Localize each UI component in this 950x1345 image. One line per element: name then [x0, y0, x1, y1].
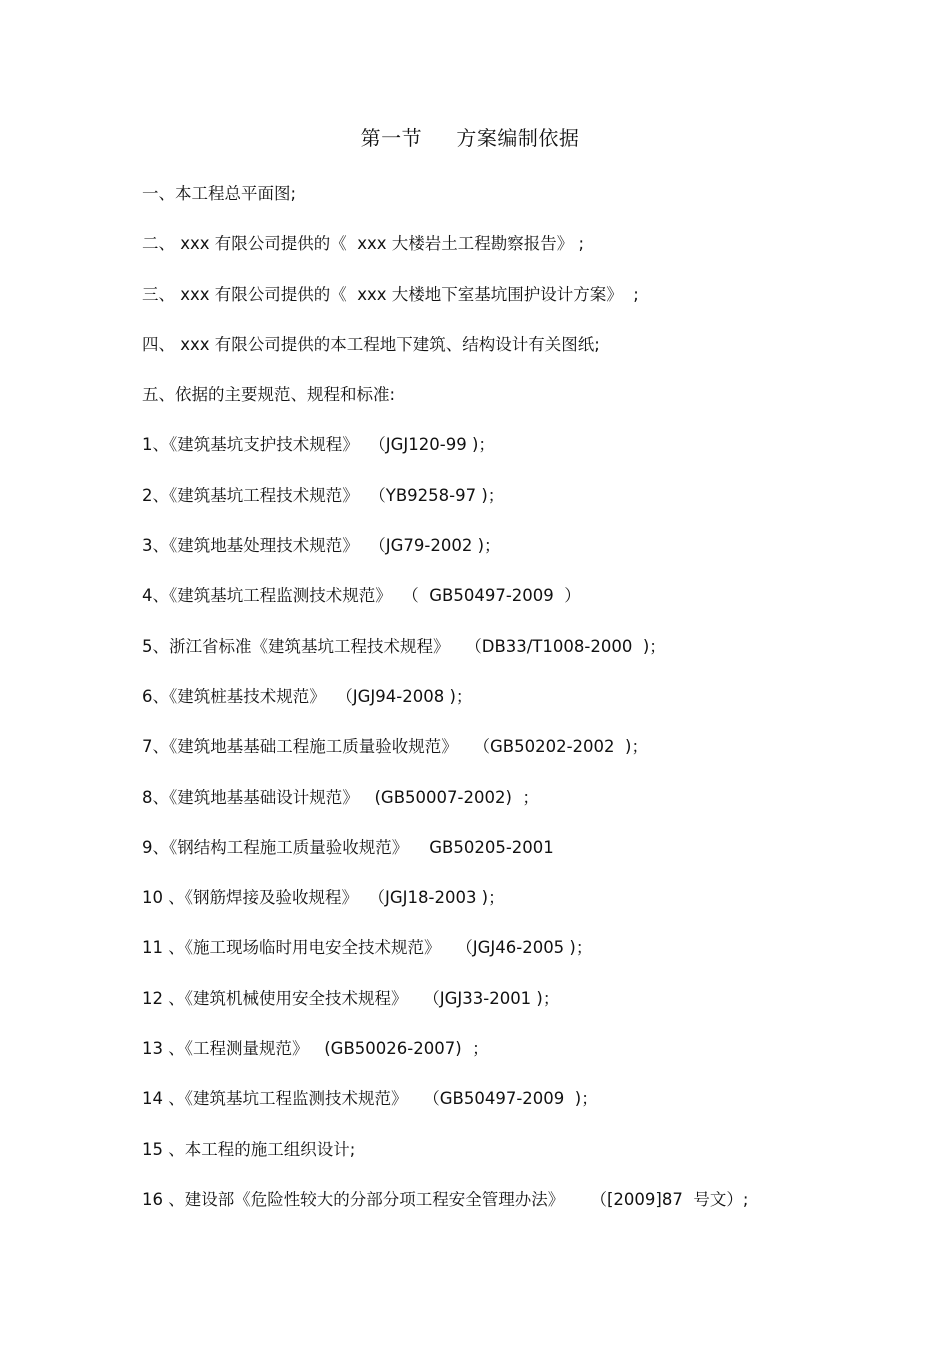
section-title: 第一节 方案编制依据 [360, 126, 580, 150]
list-item: 5、浙江省标准《建筑基坑工程技术规程》 （DB33/T1008-2000 )； [142, 636, 666, 656]
list-item: 7、《建筑地基基础工程施工质量验收规范》 （GB50202-2002 )； [142, 737, 648, 757]
list-item: 1、《建筑基坑支护技术规程》 （JGJ120-99 )； [142, 435, 495, 455]
reference-list [142, 181, 748, 1237]
list-item: 二、 xxx 有限公司提供的《 xxx 大楼岩土工程勘察报告》 ; [142, 234, 585, 254]
list-item: 三、 xxx 有限公司提供的《 xxx 大楼地下室基坑围护设计方案》 ; [142, 284, 639, 304]
list-item: 10 、《钢筋焊接及验收规程》 （JGJ18-2003 )； [142, 888, 505, 908]
list-item: 3、《建筑地基处理技术规范》 （JG79-2002 )； [142, 536, 501, 556]
list-item: 12 、《建筑机械使用安全技术规程》 （JGJ33-2001 )； [142, 988, 560, 1008]
list-item: 五、依据的主要规范、规程和标准: [142, 385, 396, 405]
list-item: 16 、建设部《危险性较大的分部分项工程安全管理办法》 （[2009]87 号文）; [142, 1189, 749, 1209]
list-item: 2、《建筑基坑工程技术规范》 （YB9258-97 )； [142, 485, 505, 505]
list-item: 6、《建筑桩基技术规范》 （JGJ94-2008 )； [142, 686, 473, 706]
list-item: 8、《建筑地基基础设计规范》 (GB50007-2002) ； [142, 787, 539, 807]
list-item: 四、 xxx 有限公司提供的本工程地下建筑、结构设计有关图纸; [142, 334, 600, 354]
list-item: 9、《钢结构工程施工质量验收规范》 GB50205-2001 [142, 837, 554, 857]
list-item: 13 、《工程测量规范》 (GB50026-2007) ； [142, 1039, 489, 1059]
list-item: 4、《建筑基坑工程监测技术规范》 （ GB50497-2009 ） [142, 586, 581, 606]
list-item: 15 、本工程的施工组织设计; [142, 1139, 356, 1159]
list-item: 一、本工程总平面图; [142, 184, 297, 203]
list-item: 14 、《建筑基坑工程监测技术规范》 （GB50497-2009 )； [142, 1089, 598, 1109]
list-item: 11 、《施工现场临时用电安全技术规范》 （JGJ46-2005 )； [142, 938, 593, 958]
